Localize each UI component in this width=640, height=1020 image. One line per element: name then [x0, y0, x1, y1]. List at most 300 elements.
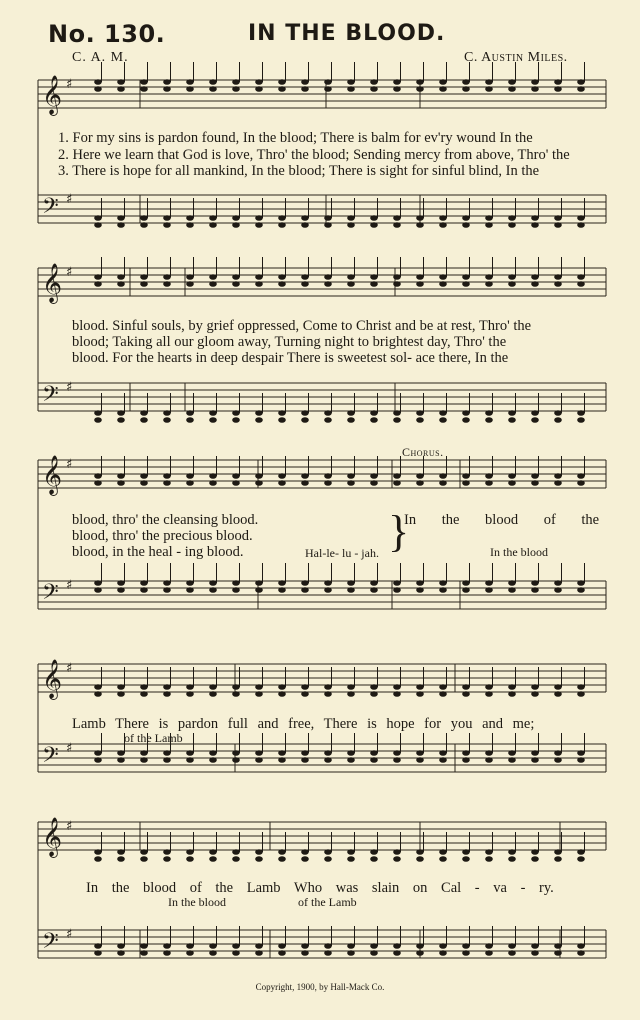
key-sharp-icon: ♯ — [66, 661, 73, 676]
note-head — [508, 215, 516, 221]
note-head — [416, 691, 424, 697]
chorus-line1: In the blood of the — [404, 512, 600, 528]
verse3-line3: blood, in the heal - ing blood. — [72, 544, 244, 560]
note-head — [370, 473, 378, 479]
note-head — [301, 750, 309, 756]
note-head — [577, 684, 585, 690]
key-sharp-icon: ♯ — [66, 578, 73, 593]
note-head — [577, 274, 585, 280]
note-head — [94, 943, 102, 949]
note-head — [554, 480, 562, 486]
note-head — [140, 943, 148, 949]
note-head — [186, 849, 194, 855]
note-head — [347, 757, 355, 763]
note-head — [347, 274, 355, 280]
note-head — [186, 587, 194, 593]
note-head — [278, 849, 286, 855]
note-head — [439, 856, 447, 862]
verse1-line3: blood, thro' the cleansing blood. — [72, 512, 259, 528]
note-head — [255, 215, 263, 221]
note-head — [163, 684, 171, 690]
note-head — [393, 691, 401, 697]
note-head — [485, 943, 493, 949]
note-head — [278, 587, 286, 593]
note-head — [232, 750, 240, 756]
note-head — [232, 222, 240, 228]
note-head — [554, 79, 562, 85]
note-head — [94, 480, 102, 486]
note-head — [577, 86, 585, 92]
chorus-line2: Lamb There is pardon full and free, There is hope for you and me; — [72, 716, 535, 732]
note-head — [531, 473, 539, 479]
note-head — [94, 79, 102, 85]
note-head — [347, 222, 355, 228]
note-head — [255, 691, 263, 697]
note-head — [554, 849, 562, 855]
note-head — [186, 943, 194, 949]
note-head — [439, 691, 447, 697]
note-head — [531, 684, 539, 690]
note-head — [531, 580, 539, 586]
treble-clef-icon: 𝄞 — [42, 817, 63, 857]
note-head — [209, 473, 217, 479]
note-head — [439, 480, 447, 486]
note-head — [140, 417, 148, 423]
note-head — [278, 79, 286, 85]
note-head — [347, 856, 355, 862]
note-head — [301, 856, 309, 862]
note-head — [577, 410, 585, 416]
note-head — [209, 417, 217, 423]
note-head — [163, 849, 171, 855]
note-head — [324, 849, 332, 855]
note-head — [186, 274, 194, 280]
note-head — [370, 86, 378, 92]
copyright-notice: Copyright, 1900, by Hall-Mack Co. — [255, 982, 385, 992]
note-head — [301, 849, 309, 855]
note-head — [301, 79, 309, 85]
note-head — [278, 215, 286, 221]
chorus-echo2: of the Lamb — [124, 731, 183, 745]
note-head — [301, 281, 309, 287]
note-head — [94, 86, 102, 92]
note-head — [508, 281, 516, 287]
note-head — [186, 410, 194, 416]
note-head — [554, 274, 562, 280]
note-head — [485, 274, 493, 280]
note-head — [347, 86, 355, 92]
note-head — [462, 943, 470, 949]
note-head — [255, 86, 263, 92]
note-head — [577, 473, 585, 479]
note-head — [209, 757, 217, 763]
note-head — [508, 757, 516, 763]
note-head — [255, 281, 263, 287]
note-head — [255, 274, 263, 280]
note-head — [209, 79, 217, 85]
note-head — [324, 691, 332, 697]
note-head — [577, 757, 585, 763]
note-head — [554, 473, 562, 479]
note-head — [163, 750, 171, 756]
note-head — [462, 215, 470, 221]
note-head — [439, 215, 447, 221]
note-head — [324, 86, 332, 92]
note-head — [209, 215, 217, 221]
note-head — [531, 281, 539, 287]
note-head — [347, 950, 355, 956]
note-head — [140, 950, 148, 956]
note-head — [462, 473, 470, 479]
note-head — [554, 281, 562, 287]
note-head — [301, 86, 309, 92]
note-head — [531, 86, 539, 92]
note-head — [324, 281, 332, 287]
note-head — [554, 410, 562, 416]
note-head — [163, 79, 171, 85]
note-head — [554, 215, 562, 221]
note-head — [508, 86, 516, 92]
note-head — [508, 684, 516, 690]
note-head — [485, 79, 493, 85]
note-head — [370, 79, 378, 85]
note-head — [301, 757, 309, 763]
note-head — [186, 950, 194, 956]
note-head — [117, 587, 125, 593]
note-head — [94, 587, 102, 593]
note-head — [531, 410, 539, 416]
note-head — [140, 281, 148, 287]
note-head — [324, 750, 332, 756]
note-head — [439, 410, 447, 416]
note-head — [324, 587, 332, 593]
note-head — [393, 410, 401, 416]
note-head — [485, 580, 493, 586]
note-head — [485, 215, 493, 221]
note-head — [485, 480, 493, 486]
note-head — [393, 417, 401, 423]
note-head — [117, 943, 125, 949]
bass-clef-icon: 𝄢 — [42, 929, 59, 959]
note-head — [347, 79, 355, 85]
note-head — [416, 86, 424, 92]
note-head — [462, 410, 470, 416]
note-head — [255, 79, 263, 85]
note-head — [140, 587, 148, 593]
note-head — [209, 849, 217, 855]
note-head — [554, 856, 562, 862]
note-head — [370, 215, 378, 221]
note-head — [393, 750, 401, 756]
note-head — [370, 691, 378, 697]
note-head — [301, 480, 309, 486]
note-head — [186, 281, 194, 287]
bass-clef-icon: 𝄢 — [42, 194, 59, 224]
note-head — [140, 222, 148, 228]
note-head — [232, 950, 240, 956]
note-head — [416, 580, 424, 586]
note-head — [301, 691, 309, 697]
note-head — [255, 410, 263, 416]
note-head — [485, 417, 493, 423]
note-head — [232, 684, 240, 690]
note-head — [347, 480, 355, 486]
note-head — [324, 222, 332, 228]
treble-clef-icon: 𝄞 — [42, 455, 63, 495]
note-head — [278, 757, 286, 763]
note-head — [255, 950, 263, 956]
note-head — [370, 410, 378, 416]
note-head — [278, 750, 286, 756]
note-head — [393, 757, 401, 763]
key-sharp-icon: ♯ — [66, 457, 73, 472]
note-head — [554, 417, 562, 423]
note-head — [577, 856, 585, 862]
note-head — [140, 410, 148, 416]
note-head — [140, 684, 148, 690]
note-head — [462, 691, 470, 697]
note-head — [508, 222, 516, 228]
note-head — [163, 473, 171, 479]
hymn-title: IN THE BLOOD. — [248, 21, 446, 46]
hallelujah-text: Hal-le- lu - jah. — [305, 546, 379, 560]
note-head — [186, 480, 194, 486]
note-head — [347, 417, 355, 423]
note-head — [324, 480, 332, 486]
note-head — [117, 580, 125, 586]
note-head — [232, 417, 240, 423]
note-head — [462, 587, 470, 593]
note-head — [416, 587, 424, 593]
note-head — [232, 856, 240, 862]
note-head — [531, 222, 539, 228]
note-head — [439, 684, 447, 690]
note-head — [370, 684, 378, 690]
note-head — [324, 215, 332, 221]
note-head — [393, 281, 401, 287]
note-head — [163, 950, 171, 956]
note-head — [209, 480, 217, 486]
note-head — [301, 950, 309, 956]
note-head — [370, 943, 378, 949]
note-head — [370, 587, 378, 593]
note-head — [462, 750, 470, 756]
note-head — [416, 222, 424, 228]
key-sharp-icon: ♯ — [66, 819, 73, 834]
note-head — [462, 281, 470, 287]
note-head — [531, 750, 539, 756]
note-head — [554, 222, 562, 228]
note-head — [485, 950, 493, 956]
note-head — [531, 417, 539, 423]
note-head — [94, 473, 102, 479]
note-head — [577, 580, 585, 586]
note-head — [347, 849, 355, 855]
note-head — [301, 417, 309, 423]
note-head — [94, 222, 102, 228]
note-head — [439, 950, 447, 956]
note-head — [370, 480, 378, 486]
note-head — [462, 274, 470, 280]
note-head — [278, 410, 286, 416]
note-head — [324, 274, 332, 280]
note-head — [370, 274, 378, 280]
note-head — [508, 580, 516, 586]
note-head — [94, 274, 102, 280]
note-head — [439, 757, 447, 763]
note-head — [140, 86, 148, 92]
note-head — [577, 691, 585, 697]
note-head — [186, 215, 194, 221]
note-head — [301, 274, 309, 280]
note-head — [393, 950, 401, 956]
note-head — [462, 480, 470, 486]
note-head — [278, 222, 286, 228]
note-head — [393, 587, 401, 593]
note-head — [370, 281, 378, 287]
note-head — [232, 79, 240, 85]
note-head — [531, 274, 539, 280]
note-head — [508, 410, 516, 416]
note-head — [370, 750, 378, 756]
note-head — [485, 222, 493, 228]
note-head — [278, 950, 286, 956]
treble-clef-icon: 𝄞 — [42, 75, 63, 115]
note-head — [163, 274, 171, 280]
note-head — [324, 410, 332, 416]
note-head — [531, 215, 539, 221]
note-head — [462, 856, 470, 862]
key-sharp-icon: ♯ — [66, 927, 73, 942]
note-head — [117, 750, 125, 756]
note-head — [255, 849, 263, 855]
treble-clef-icon: 𝄞 — [42, 659, 63, 699]
note-head — [186, 856, 194, 862]
note-head — [324, 580, 332, 586]
verse-brace: } — [388, 507, 410, 556]
note-head — [232, 410, 240, 416]
note-head — [140, 480, 148, 486]
note-head — [140, 856, 148, 862]
note-head — [186, 750, 194, 756]
note-head — [324, 950, 332, 956]
note-head — [186, 86, 194, 92]
note-head — [255, 417, 263, 423]
note-head — [347, 410, 355, 416]
note-head — [278, 480, 286, 486]
note-head — [117, 950, 125, 956]
note-head — [393, 480, 401, 486]
note-head — [416, 943, 424, 949]
note-head — [186, 684, 194, 690]
note-head — [577, 587, 585, 593]
note-head — [186, 757, 194, 763]
note-head — [163, 281, 171, 287]
note-head — [324, 684, 332, 690]
note-head — [140, 757, 148, 763]
note-head — [117, 417, 125, 423]
verse2-line1: 2. Here we learn that God is love, Thro' the blood; Sending mercy from above, Thro' the — [58, 147, 570, 163]
note-head — [554, 950, 562, 956]
note-head — [140, 274, 148, 280]
note-head — [508, 79, 516, 85]
note-head — [117, 274, 125, 280]
note-head — [255, 480, 263, 486]
meter-label: C. A. M. — [72, 50, 129, 65]
note-head — [117, 480, 125, 486]
note-head — [439, 587, 447, 593]
note-head — [255, 580, 263, 586]
note-head — [508, 480, 516, 486]
note-head — [393, 86, 401, 92]
note-head — [117, 222, 125, 228]
note-head — [209, 281, 217, 287]
note-head — [94, 691, 102, 697]
note-head — [577, 417, 585, 423]
note-head — [117, 473, 125, 479]
note-head — [531, 480, 539, 486]
note-head — [416, 750, 424, 756]
key-sharp-icon: ♯ — [66, 265, 73, 280]
note-head — [163, 215, 171, 221]
note-head — [232, 281, 240, 287]
note-head — [577, 215, 585, 221]
note-head — [232, 849, 240, 855]
note-head — [209, 943, 217, 949]
note-head — [554, 750, 562, 756]
note-head — [347, 281, 355, 287]
note-head — [117, 849, 125, 855]
note-head — [232, 580, 240, 586]
note-head — [117, 86, 125, 92]
note-head — [163, 691, 171, 697]
note-head — [393, 79, 401, 85]
note-head — [531, 587, 539, 593]
note-head — [117, 79, 125, 85]
chorus-echo4: of the Lamb — [298, 895, 357, 909]
verse1-line2: blood. Sinful souls, by grief oppressed, Come to Christ and be at rest, Thro' the — [72, 318, 532, 334]
note-head — [416, 274, 424, 280]
note-head — [439, 750, 447, 756]
note-head — [117, 684, 125, 690]
note-head — [393, 580, 401, 586]
note-head — [94, 750, 102, 756]
note-head — [232, 473, 240, 479]
chorus-echo1: In the blood — [490, 545, 548, 559]
chorus-line3: In the blood of the Lamb Who was slain on Cal - va - ry. — [86, 880, 554, 896]
note-head — [186, 79, 194, 85]
note-head — [439, 281, 447, 287]
note-head — [439, 79, 447, 85]
note-head — [485, 691, 493, 697]
note-head — [462, 79, 470, 85]
note-head — [577, 943, 585, 949]
note-head — [508, 849, 516, 855]
note-head — [416, 849, 424, 855]
note-head — [255, 943, 263, 949]
bass-clef-icon: 𝄢 — [42, 382, 59, 412]
note-head — [462, 684, 470, 690]
note-head — [94, 950, 102, 956]
note-head — [117, 281, 125, 287]
note-head — [485, 86, 493, 92]
note-head — [255, 757, 263, 763]
note-head — [94, 684, 102, 690]
note-head — [232, 757, 240, 763]
note-head — [577, 480, 585, 486]
note-head — [347, 684, 355, 690]
bass-clef-icon: 𝄢 — [42, 580, 59, 610]
